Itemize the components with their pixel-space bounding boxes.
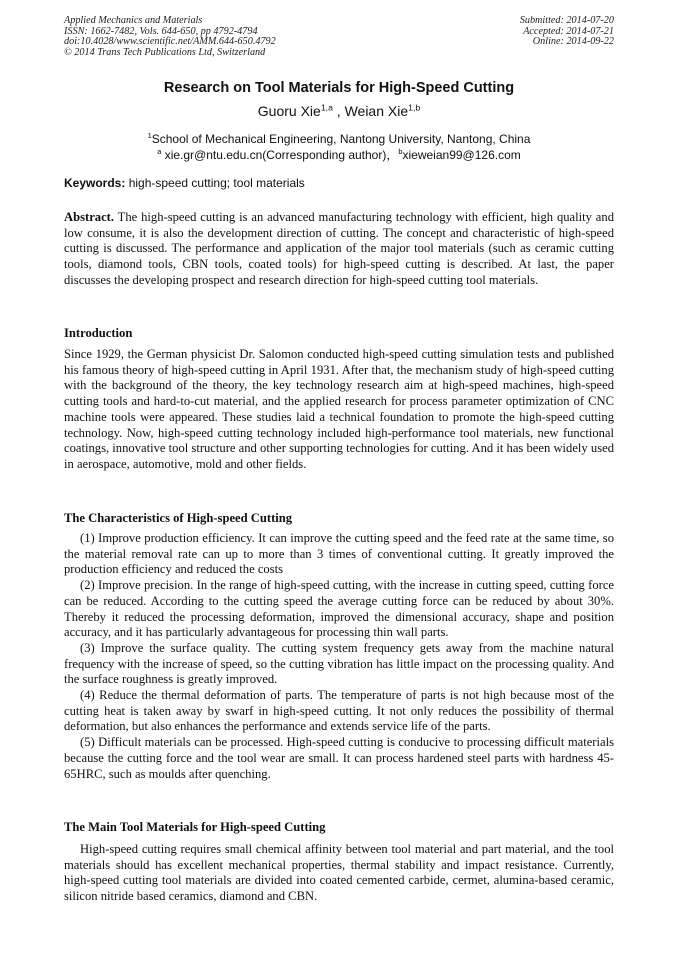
- characteristics-body: [64, 531, 614, 782]
- introduction-heading: Introduction: [64, 326, 133, 340]
- journal-name: Applied Mechanics and Materials: [64, 15, 203, 26]
- email-line: [0, 147, 678, 163]
- introduction-text: Since 1929, the German physicist Dr. Salomon conducted high-speed cutting simulation tests and published his famous theory of high-speed cutting in April 1931. After that, the mechanism study of high-speed cutting with the background of the theory, the key technology research aim at high-speed machines, high-speed cutting tools and hard-to-cut material, and the applied research for process parameter optimization of CNC machine tools were appeared. These studies laid a technical foundation to promote the high-speed cutting technology. Now, high-speed cutting technology included high-performance tool materials, new functional coatings, innovative tool structure and other supporting technologies for cutting. And it has been widely used in aerospace, automotive, mold and other fields.: [64, 347, 614, 471]
- affiliation-line: [0, 131, 678, 147]
- affiliation-block: [0, 131, 678, 163]
- keywords-line: [64, 176, 305, 190]
- characteristic-item-3: (3) Improve the surface quality. The cutting system frequency gets away from the machine natural frequency with the increase of speed, so the cutting vibration has little impact on the processing quality. And the surface roughness is greatly improved.: [64, 640, 614, 687]
- characteristic-item-2: (2) Improve precision. In the range of high-speed cutting, with the increase in cutting speed, cutting force can be reduced. According to the cutting speed the average cutting force can be reduced by about 30%. Thereby it reduced the processing deformation, improved the dimensional accuracy, shape and position accuracy, and it has particularly advantageous for processing thin wall parts.: [64, 578, 614, 640]
- keywords-text: high-speed cutting; tool materials: [125, 176, 305, 190]
- email-a-sup: a: [157, 147, 162, 156]
- issn-line: ISSN: 1662-7482, Vols. 644-650, pp 4792-4794: [64, 25, 258, 37]
- author-1: Guoru Xie: [257, 103, 321, 119]
- affiliation-sup: 1: [147, 131, 152, 140]
- author-1-sup: 1,a: [320, 102, 333, 113]
- accepted-date: Accepted: 2014-07-21: [523, 25, 614, 37]
- author-separator: ,: [332, 103, 345, 119]
- tool-materials-body: [64, 842, 614, 905]
- email-b: xieweian99@126.com: [402, 148, 521, 162]
- tool-materials-text: High-speed cutting requires small chemical affinity between tool material and part material, and the tool materials should has excellent mechanical properties, thermal stability and impact resistance. Currently, high-speed cutting tool materials are divided into coated cemented carbide, cermet, alumina-based ceramic, silicon nitride based ceramics, diamond and CBN.: [64, 842, 614, 904]
- characteristic-item-5: (5) Difficult materials can be processed. High-speed cutting is conducive to processing difficult materials because the cutting force and the tool wear are small. It can process hardened steel parts with hardness 45-65HRC, such as moulds after quenching.: [64, 735, 614, 781]
- abstract-label: Abstract.: [64, 210, 115, 224]
- paper-title: Research on Tool Materials for High-Speed Cutting: [163, 80, 515, 96]
- tool-materials-heading: The Main Tool Materials for High-speed Cutting: [64, 820, 326, 834]
- submitted-date: Submitted: 2014-07-20: [519, 15, 614, 26]
- characteristic-item-1: (1) Improve production efficiency. It can improve the cutting speed and the feed rate at the same time, so the material removal rate can up to more than 3 times of conventional cutting. It greatly improved the production efficiency and reduced the costs: [64, 531, 614, 577]
- affiliation-text: School of Mechanical Engineering, Nantong University, Nantong, China: [151, 132, 531, 146]
- abstract-text: The high-speed cutting is an advanced manufacturing technology with efficient, high quality and low consume, it is also the development direction of cutting. The concept and characteristic of high-speed cutting is discussed. The performance and application of the major tool materials (such as ceramic cutting tools, diamond tools, CBN tools, coated tools) for high-speed cutting is described. At last, the paper discusses the developing prospect and research direction for high-speed cutting tool materials.: [64, 210, 614, 287]
- author-2: Weian Xie: [344, 103, 409, 119]
- email-b-sup: b: [398, 147, 403, 156]
- characteristics-heading: The Characteristics of High-speed Cutting: [64, 511, 293, 525]
- copyright-line: © 2014 Trans Tech Publications Ltd, Switzerland: [64, 46, 266, 58]
- characteristic-item-4: (4) Reduce the thermal deformation of parts. The temperature of parts is not high because most of the cutting heat is taken away by swarf in high-speed cutting. It not only reduces the possibility of thermal deformation, but also enhances the performance and extends service life of the parts.: [64, 688, 614, 734]
- doi-line: doi:10.4028/www.scientific.net/AMM.644-650.4792: [64, 36, 276, 47]
- keywords-label: Keywords:: [64, 176, 126, 190]
- abstract: [64, 210, 614, 289]
- introduction-body: [64, 347, 614, 473]
- author-line: [0, 103, 678, 119]
- email-a: xie.gr@ntu.edu.cn(Corresponding author)，: [161, 148, 399, 162]
- author-2-sup: 1,b: [408, 102, 421, 113]
- submission-dates: [520, 16, 614, 48]
- journal-info: [64, 16, 276, 58]
- online-date: Online: 2014-09-22: [532, 36, 614, 47]
